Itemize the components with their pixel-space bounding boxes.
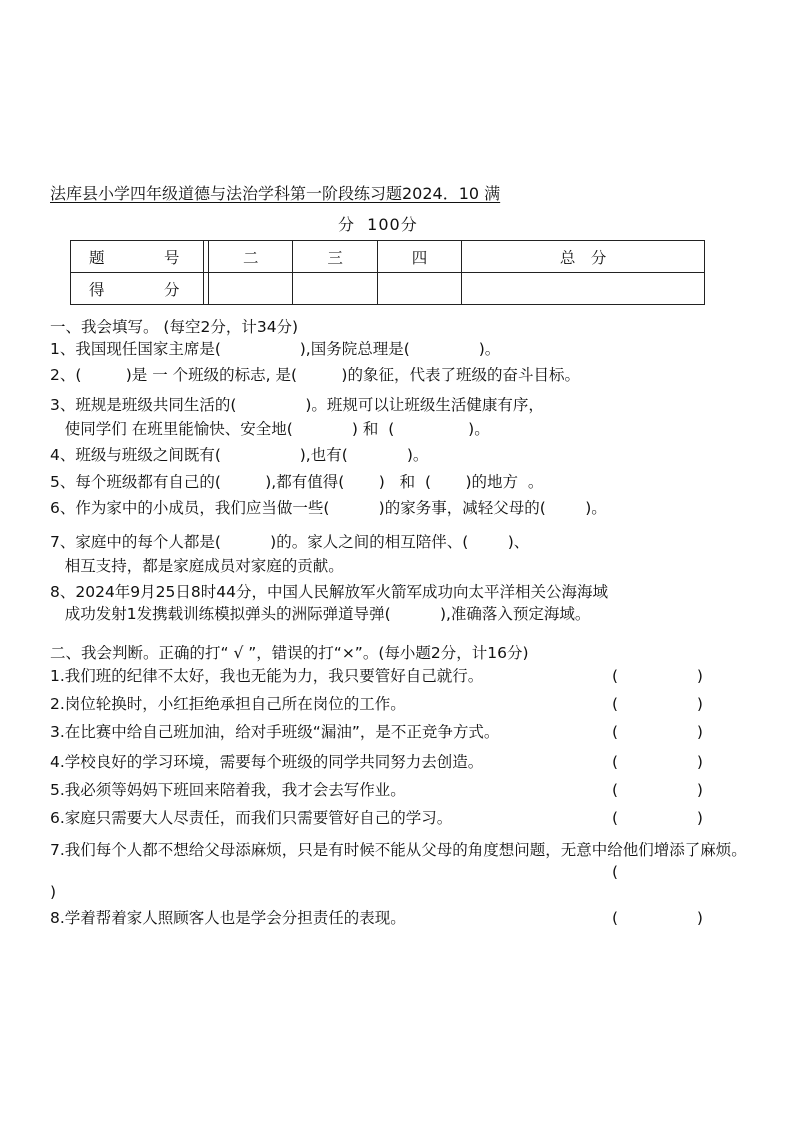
section1-heading: 一、我会填写。 (每空2分，计34分) bbox=[50, 318, 299, 336]
fill-question: 3、班规是班级共同生活的( )。班规可以让班级生活健康有序， bbox=[50, 396, 544, 414]
fill-question: 4、班级与班级之间既有( ),也有( )。 bbox=[50, 446, 429, 464]
answer-paren[interactable]: ( ) bbox=[612, 723, 703, 741]
table-cell: 三 bbox=[293, 241, 377, 273]
judge-question: 4.学校良好的学习环境，需要每个班级的同学共同努力去创造。 bbox=[50, 753, 484, 771]
fill-question: 相互支持，都是家庭成员对家庭的贡献。 bbox=[50, 557, 344, 575]
judge-question: 5.我必须等妈妈下班回来陪着我，我才会去写作业。 bbox=[50, 781, 406, 799]
fill-question: 成功发射1发携载训练模拟弹头的洲际弹道导弹( ),准确落入预定海域。 bbox=[50, 605, 591, 623]
table-row bbox=[71, 273, 705, 305]
answer-paren[interactable]: ( ) bbox=[612, 809, 703, 827]
table-cell: 二 bbox=[209, 241, 293, 273]
fill-question: 5、每个班级都有自己的( ),都有值得( ) 和 ( )的地方 。 bbox=[50, 473, 544, 491]
table-row bbox=[71, 241, 705, 273]
answer-paren[interactable]: ( ) bbox=[612, 753, 703, 771]
section2-heading: 二、我会判断。正确的打“ √ ”，错误的打“×”。(每小题2分，计16分) bbox=[50, 644, 529, 662]
answer-paren-close: ) bbox=[50, 883, 57, 901]
judge-question: 1.我们班的纪律不太好，我也无能为力，我只要管好自己就行。 bbox=[50, 667, 484, 685]
fill-question: 6、作为家中的小成员，我们应当做一些( )的家务事，减轻父母的( )。 bbox=[50, 499, 607, 517]
table-cell[interactable] bbox=[209, 273, 293, 305]
fill-question: 7、家庭中的每个人都是( )的。家人之间的相互陪伴、( )、 bbox=[50, 533, 530, 551]
judge-question: 3.在比赛中给自己班加油，给对手班级“漏油”，是不正竞争方式。 bbox=[50, 723, 500, 741]
judge-question: 6.家庭只需要大人尽责任，而我们只需要管好自己的学习。 bbox=[50, 809, 453, 827]
table-cell: 得 分 bbox=[71, 273, 204, 305]
table-cell[interactable] bbox=[293, 273, 377, 305]
table-cell: 题 号 bbox=[71, 241, 204, 273]
exam-title-score: 分 100分 bbox=[338, 215, 418, 234]
table-cell[interactable] bbox=[462, 273, 705, 305]
fill-question: 1、我国现任国家主席是( ),国务院总理是( )。 bbox=[50, 340, 501, 358]
fill-question: 2、( )是 一 个班级的标志, 是( )的象征，代表了班级的奋斗目标。 bbox=[50, 366, 580, 384]
judge-question: 2.岗位轮换时，小红拒绝承担自己所在岗位的工作。 bbox=[50, 695, 406, 713]
answer-paren[interactable]: ( ) bbox=[612, 781, 703, 799]
judge-question: 8.学着帮着家人照顾客人也是学会分担责任的表现。 bbox=[50, 909, 406, 927]
score-table bbox=[70, 240, 705, 305]
answer-paren[interactable]: ( ) bbox=[612, 695, 703, 713]
table-cell: 总 分 bbox=[462, 241, 705, 273]
answer-paren[interactable]: ( ) bbox=[612, 909, 703, 927]
table-cell[interactable] bbox=[377, 273, 461, 305]
table-cell: 四 bbox=[377, 241, 461, 273]
answer-paren[interactable]: ( ) bbox=[612, 667, 703, 685]
exam-title: 法库县小学四年级道德与法治学科第一阶段练习题2024．10 满 bbox=[50, 184, 501, 203]
answer-paren[interactable]: ( bbox=[612, 863, 619, 881]
fill-question: 8、2024年9月25日8时44分，中国人民解放军火箭军成功向太平洋相关公海海域 bbox=[50, 583, 608, 601]
judge-question: 7.我们每个人都不想给父母添麻烦，只是有时候不能从父母的角度想问题，无意中给他们增添了麻烦。 bbox=[50, 841, 747, 859]
fill-question: 使同学们 在班里能愉快、安全地( ) 和 ( )。 bbox=[50, 420, 490, 438]
